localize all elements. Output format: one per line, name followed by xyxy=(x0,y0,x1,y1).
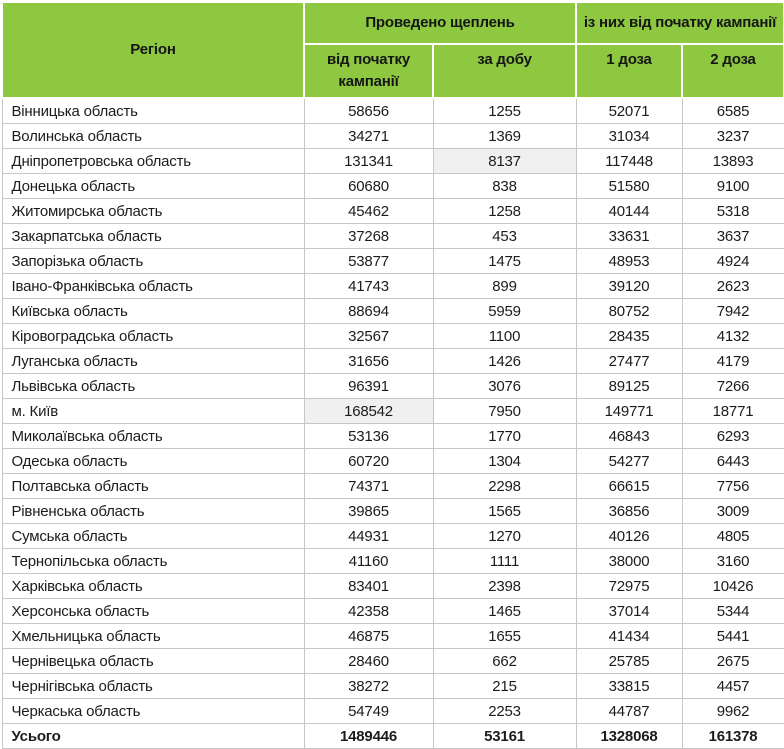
region-cell: Закарпатська область xyxy=(2,224,304,249)
value-cell: 1426 xyxy=(433,349,576,374)
value-cell: 48953 xyxy=(576,249,682,274)
region-cell: Хмельницька область xyxy=(2,624,304,649)
value-cell: 453 xyxy=(433,224,576,249)
value-cell: 45462 xyxy=(304,199,433,224)
region-cell: Рівненська область xyxy=(2,499,304,524)
value-cell: 88694 xyxy=(304,299,433,324)
value-cell: 46875 xyxy=(304,624,433,649)
value-cell: 7266 xyxy=(682,374,784,399)
value-cell: 51580 xyxy=(576,174,682,199)
value-cell: 44787 xyxy=(576,699,682,724)
value-cell: 27477 xyxy=(576,349,682,374)
value-cell: 33631 xyxy=(576,224,682,249)
value-cell: 899 xyxy=(433,274,576,299)
value-cell: 3009 xyxy=(682,499,784,524)
value-cell: 37014 xyxy=(576,599,682,624)
value-cell: 44931 xyxy=(304,524,433,549)
total-value-cell: 1328068 xyxy=(576,724,682,749)
value-cell: 5344 xyxy=(682,599,784,624)
value-cell: 40144 xyxy=(576,199,682,224)
value-cell: 89125 xyxy=(576,374,682,399)
value-cell: 4457 xyxy=(682,674,784,699)
value-cell: 41743 xyxy=(304,274,433,299)
region-cell: Херсонська область xyxy=(2,599,304,624)
value-cell: 33815 xyxy=(576,674,682,699)
table-row xyxy=(2,524,784,549)
table-header xyxy=(2,2,784,98)
column-header-region: Регіон xyxy=(2,2,304,98)
value-cell: 1770 xyxy=(433,424,576,449)
value-cell: 31656 xyxy=(304,349,433,374)
value-cell: 3076 xyxy=(433,374,576,399)
value-cell: 60720 xyxy=(304,449,433,474)
value-cell: 58656 xyxy=(304,98,433,124)
vaccination-table xyxy=(1,1,784,749)
value-cell: 40126 xyxy=(576,524,682,549)
value-cell: 31034 xyxy=(576,124,682,149)
value-cell: 66615 xyxy=(576,474,682,499)
value-cell: 1475 xyxy=(433,249,576,274)
region-cell: Миколаївська область xyxy=(2,424,304,449)
value-cell: 168542 xyxy=(304,399,433,424)
table-row xyxy=(2,624,784,649)
table-row xyxy=(2,199,784,224)
region-cell: Запорізька область xyxy=(2,249,304,274)
table-row xyxy=(2,374,784,399)
region-cell: Житомирська область xyxy=(2,199,304,224)
value-cell: 39120 xyxy=(576,274,682,299)
value-cell: 13893 xyxy=(682,149,784,174)
table-body xyxy=(2,98,784,724)
value-cell: 6585 xyxy=(682,98,784,124)
region-cell: Львівська область xyxy=(2,374,304,399)
table-row xyxy=(2,299,784,324)
value-cell: 4924 xyxy=(682,249,784,274)
region-cell: Кіровоградська область xyxy=(2,324,304,349)
value-cell: 54749 xyxy=(304,699,433,724)
value-cell: 5959 xyxy=(433,299,576,324)
value-cell: 1465 xyxy=(433,599,576,624)
value-cell: 41160 xyxy=(304,549,433,574)
value-cell: 6443 xyxy=(682,449,784,474)
region-cell: Черкаська область xyxy=(2,699,304,724)
table-row xyxy=(2,599,784,624)
table-row xyxy=(2,499,784,524)
table-row xyxy=(2,449,784,474)
value-cell: 18771 xyxy=(682,399,784,424)
value-cell: 838 xyxy=(433,174,576,199)
region-cell: Київська область xyxy=(2,299,304,324)
value-cell: 34271 xyxy=(304,124,433,149)
value-cell: 2623 xyxy=(682,274,784,299)
header-group-row xyxy=(2,2,784,44)
total-value-cell: 161378 xyxy=(682,724,784,749)
column-header-dose1: 1 доза xyxy=(576,44,682,98)
region-cell: м. Київ xyxy=(2,399,304,424)
value-cell: 80752 xyxy=(576,299,682,324)
value-cell: 1255 xyxy=(433,98,576,124)
region-cell: Тернопільська область xyxy=(2,549,304,574)
value-cell: 6293 xyxy=(682,424,784,449)
value-cell: 53136 xyxy=(304,424,433,449)
value-cell: 1270 xyxy=(433,524,576,549)
value-cell: 41434 xyxy=(576,624,682,649)
value-cell: 1369 xyxy=(433,124,576,149)
value-cell: 8137 xyxy=(433,149,576,174)
total-value-cell: 53161 xyxy=(433,724,576,749)
value-cell: 10426 xyxy=(682,574,784,599)
value-cell: 9962 xyxy=(682,699,784,724)
region-cell: Сумська область xyxy=(2,524,304,549)
region-cell: Одеська область xyxy=(2,449,304,474)
value-cell: 7942 xyxy=(682,299,784,324)
value-cell: 662 xyxy=(433,649,576,674)
table-row xyxy=(2,424,784,449)
value-cell: 149771 xyxy=(576,399,682,424)
column-group-since-start: із них від початку кампанії xyxy=(576,2,784,44)
region-cell: Волинська область xyxy=(2,124,304,149)
value-cell: 96391 xyxy=(304,374,433,399)
value-cell: 4805 xyxy=(682,524,784,549)
value-cell: 131341 xyxy=(304,149,433,174)
value-cell: 53877 xyxy=(304,249,433,274)
table-row xyxy=(2,549,784,574)
region-cell: Донецька область xyxy=(2,174,304,199)
value-cell: 4132 xyxy=(682,324,784,349)
table-row xyxy=(2,149,784,174)
value-cell: 5441 xyxy=(682,624,784,649)
table-row xyxy=(2,98,784,124)
value-cell: 2298 xyxy=(433,474,576,499)
value-cell: 36856 xyxy=(576,499,682,524)
value-cell: 9100 xyxy=(682,174,784,199)
value-cell: 3237 xyxy=(682,124,784,149)
region-cell: Чернігівська область xyxy=(2,674,304,699)
value-cell: 4179 xyxy=(682,349,784,374)
value-cell: 1100 xyxy=(433,324,576,349)
value-cell: 117448 xyxy=(576,149,682,174)
value-cell: 42358 xyxy=(304,599,433,624)
value-cell: 39865 xyxy=(304,499,433,524)
value-cell: 28460 xyxy=(304,649,433,674)
table-row xyxy=(2,574,784,599)
region-cell: Дніпропетровська область xyxy=(2,149,304,174)
value-cell: 2398 xyxy=(433,574,576,599)
value-cell: 28435 xyxy=(576,324,682,349)
table-row xyxy=(2,399,784,424)
value-cell: 74371 xyxy=(304,474,433,499)
table-row xyxy=(2,349,784,374)
value-cell: 3637 xyxy=(682,224,784,249)
table-row xyxy=(2,324,784,349)
total-value-cell: 1489446 xyxy=(304,724,433,749)
value-cell: 1111 xyxy=(433,549,576,574)
value-cell: 1655 xyxy=(433,624,576,649)
region-cell: Чернівецька область xyxy=(2,649,304,674)
column-group-vaccinations: Проведено щеплень xyxy=(304,2,576,44)
value-cell: 215 xyxy=(433,674,576,699)
value-cell: 25785 xyxy=(576,649,682,674)
region-cell: Івано-Франківська область xyxy=(2,274,304,299)
table-row xyxy=(2,274,784,299)
value-cell: 2675 xyxy=(682,649,784,674)
value-cell: 37268 xyxy=(304,224,433,249)
table-row xyxy=(2,249,784,274)
value-cell: 38272 xyxy=(304,674,433,699)
region-cell: Луганська область xyxy=(2,349,304,374)
table-row xyxy=(2,124,784,149)
table-row xyxy=(2,174,784,199)
value-cell: 72975 xyxy=(576,574,682,599)
value-cell: 54277 xyxy=(576,449,682,474)
value-cell: 2253 xyxy=(433,699,576,724)
value-cell: 7950 xyxy=(433,399,576,424)
value-cell: 5318 xyxy=(682,199,784,224)
value-cell: 46843 xyxy=(576,424,682,449)
column-header-since-start: від початку кампанії xyxy=(304,44,433,98)
value-cell: 38000 xyxy=(576,549,682,574)
value-cell: 83401 xyxy=(304,574,433,599)
total-label: Усього xyxy=(2,724,304,749)
value-cell: 60680 xyxy=(304,174,433,199)
region-cell: Вінницька область xyxy=(2,98,304,124)
table-row xyxy=(2,474,784,499)
value-cell: 52071 xyxy=(576,98,682,124)
table-row xyxy=(2,224,784,249)
table-row xyxy=(2,649,784,674)
region-cell: Харківська область xyxy=(2,574,304,599)
value-cell: 32567 xyxy=(304,324,433,349)
column-header-dose2: 2 доза xyxy=(682,44,784,98)
value-cell: 1304 xyxy=(433,449,576,474)
value-cell: 1565 xyxy=(433,499,576,524)
value-cell: 1258 xyxy=(433,199,576,224)
region-cell: Полтавська область xyxy=(2,474,304,499)
column-header-per-day: за добу xyxy=(433,44,576,98)
table-row xyxy=(2,674,784,699)
value-cell: 7756 xyxy=(682,474,784,499)
value-cell: 3160 xyxy=(682,549,784,574)
table-row xyxy=(2,699,784,724)
